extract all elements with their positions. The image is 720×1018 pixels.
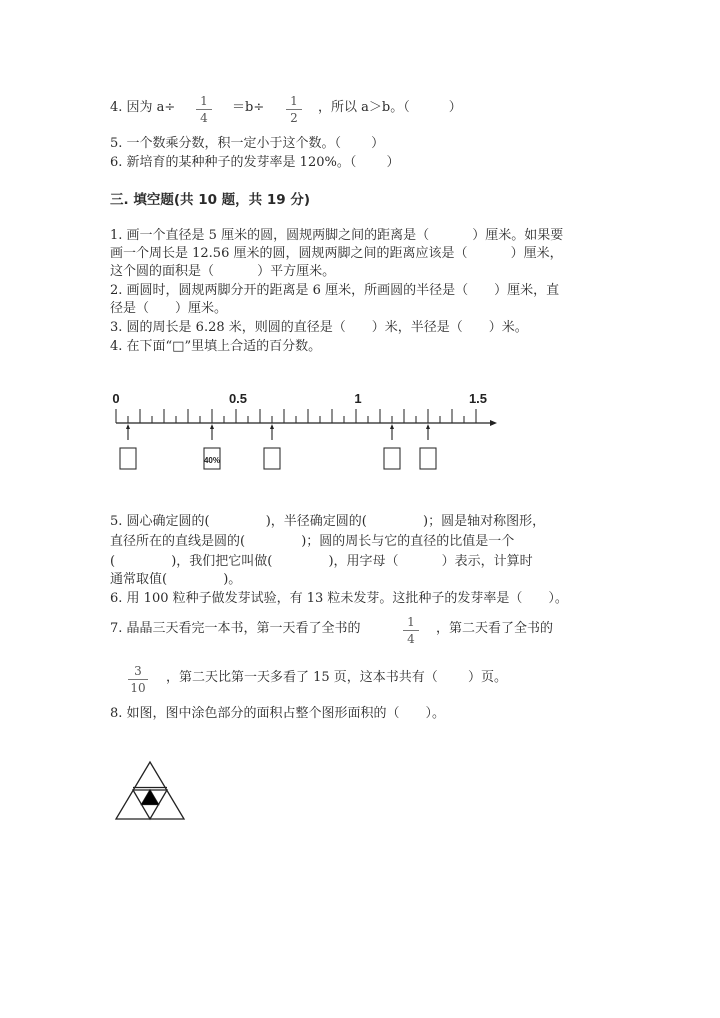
fill-q1-line2: 画一个周长是 12.56 厘米的圆，圆规两脚之间的距离应该是（ ）厘米， — [110, 246, 563, 261]
fill-q5-line1: 5. 圆心确定圆的( )，半径确定圆的( )；圆是轴对称图形， — [110, 514, 546, 529]
fill-q6: 6. 用 100 粒种子做发芽试验，有 13 粒未发芽。这批种子的发芽率是（ ）。 — [110, 591, 568, 606]
fill-q2-line1: 2. 画圆时，圆规两脚分开的距离是 6 厘米，所画圆的半径是（ ）厘米，直 — [110, 283, 560, 298]
judge-q4-prefix: 4. 因为 a÷ — [110, 100, 176, 115]
fill-q7-line1: 7. 晶晶三天看完一本书，第一天看了全书的 — [110, 621, 361, 636]
fill-q1-line3: 这个圆的面积是（ ）平方厘米。 — [110, 264, 336, 279]
judge-q6: 6. 新培育的某种种子的发芽率是 120%。（ ） — [110, 155, 400, 170]
tick-label: 0 — [112, 391, 120, 406]
numerator: 1 — [407, 615, 415, 629]
fill-q7-line2: ，第二天比第一天多看了 15 页，这本书共有（ ）页。 — [166, 670, 507, 685]
judge-q4-suffix: ，所以 a＞b。（ ） — [318, 100, 462, 115]
fill-q5-line4: 通常取值( )。 — [110, 572, 242, 587]
fill-q4: 4. 在下面“□”里填上合适的百分数。 — [110, 339, 322, 354]
denominator: 2 — [290, 111, 298, 125]
denominator: 10 — [130, 681, 146, 695]
fill-q2-line2: 径是（ ）厘米。 — [110, 301, 228, 316]
fill-q7-line1b: ，第二天看了全书的 — [436, 621, 554, 636]
fill-q5-line2: 直径所在的直线是圆的( )；圆的周长与它的直径的比值是一个 — [110, 534, 515, 549]
denominator: 4 — [200, 111, 208, 125]
shaded-triangle — [142, 790, 159, 805]
answer-box-text: 40% — [203, 456, 221, 465]
tick-label: 1 — [354, 391, 362, 406]
fill-q3: 3. 圆的周长是 6.28 米，则圆的直径是（ ）米，半径是（ ）米。 — [110, 320, 528, 335]
judge-q4-mid: ＝b÷ — [232, 100, 265, 115]
section-title: 三. 填空题(共 10 题，共 19 分) — [110, 192, 311, 208]
tick-label: 0.5 — [228, 391, 248, 406]
fill-q5-line3: ( )，我们把它叫做( )，用字母（ ）表示，计算时 — [110, 554, 533, 569]
fill-q8: 8. 如图，图中涂色部分的面积占整个图形面积的（ ）。 — [110, 706, 446, 721]
denominator: 4 — [407, 632, 415, 646]
tick-label: 1.5 — [468, 391, 488, 406]
numerator: 1 — [290, 94, 298, 108]
fill-q1-line1: 1. 画一个直径是 5 厘米的圆，圆规两脚之间的距离是（ ）厘米。如果要 — [110, 228, 564, 243]
judge-q5: 5. 一个数乘分数，积一定小于这个数。（ ） — [110, 136, 385, 151]
numerator: 1 — [200, 94, 208, 108]
numerator: 3 — [134, 664, 142, 678]
